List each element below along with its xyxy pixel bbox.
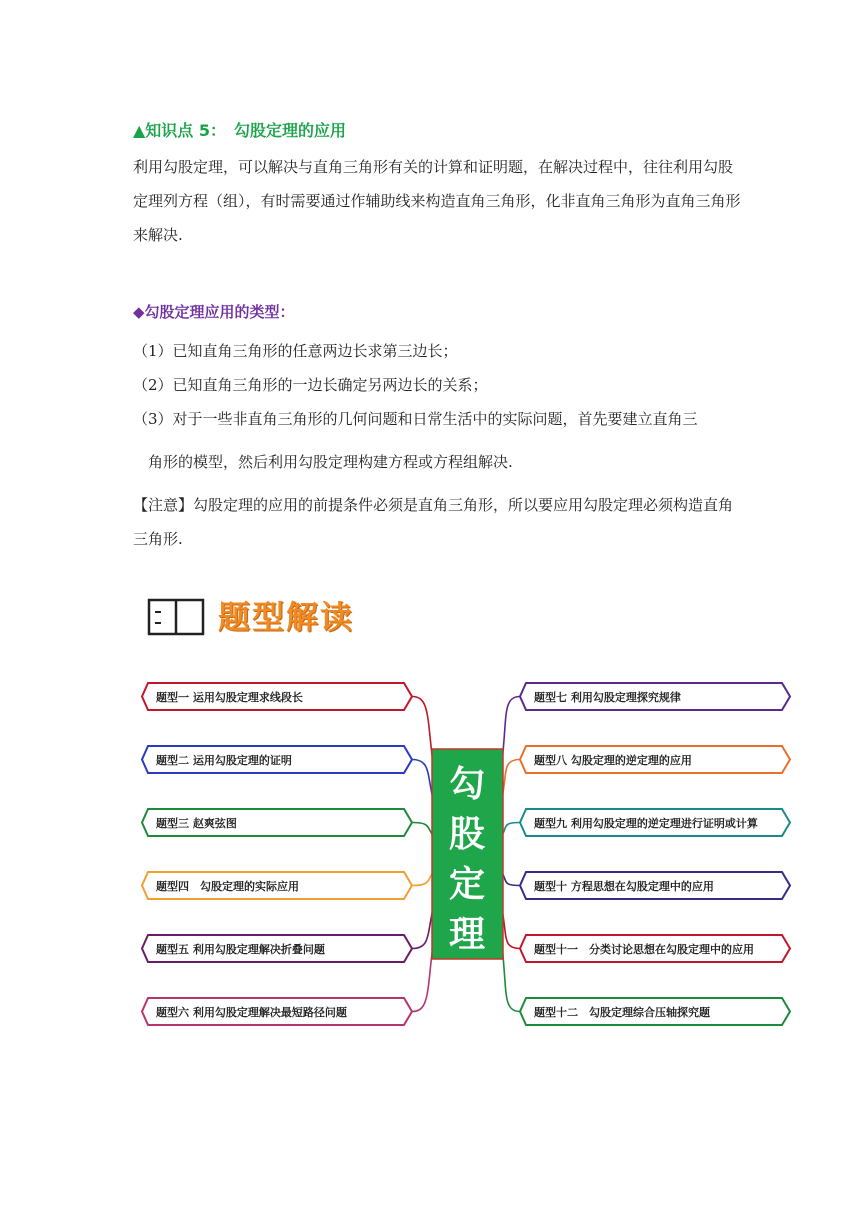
left-topic-3	[142, 809, 412, 836]
center-char-3: 定	[448, 864, 486, 905]
right-topic-1	[520, 683, 790, 710]
topic-label: 题型七 利用勾股定理探究规律	[534, 691, 681, 704]
left-topic-5	[142, 935, 412, 962]
type-item-3-cont: 角形的模型，然后利用勾股定理构建方程或方程组解决.	[148, 453, 513, 471]
topic-label: 题型五 利用勾股定理解决折叠问题	[156, 943, 325, 956]
left-topic-4	[142, 872, 412, 899]
left-topic-2	[142, 746, 412, 773]
types-heading: ◆勾股定理应用的类型：	[133, 303, 295, 321]
topic-label: 题型八 勾股定理的逆定理的应用	[534, 754, 692, 767]
topic-label: 题型十 方程思想在勾股定理中的应用	[534, 880, 714, 893]
topic-label: 题型一 运用勾股定理求线段长	[156, 691, 303, 704]
right-topic-6	[520, 998, 790, 1025]
section-heading: ▲知识点 5： 勾股定理的应用	[133, 121, 347, 140]
left-topic-1	[142, 683, 412, 710]
note-paragraph: 【注意】勾股定理的应用的前提条件必须是直角三角形，所以要应用勾股定理必须构造直角三角形.	[133, 496, 734, 548]
left-topic-6	[142, 998, 412, 1025]
topic-label: 题型九 利用勾股定理的逆定理进行证明或计算	[534, 817, 758, 830]
type-item-1: （1）已知直角三角形的任意两边长求第三边长；	[133, 342, 458, 360]
right-topic-5	[520, 935, 790, 962]
right-topic-4	[520, 872, 790, 899]
topic-label: 题型二 运用勾股定理的证明	[156, 754, 292, 767]
topic-label: 题型十二 勾股定理综合压轴探究题	[534, 1006, 710, 1019]
topic-label: 题型四 勾股定理的实际应用	[156, 880, 299, 893]
type-item-2: （2）已知直角三角形的一边长确定另两边长的关系；	[133, 376, 488, 394]
section-paragraph: 利用勾股定理，可以解决与直角三角形有关的计算和证明题，在解决过程中，往往利用勾股定理列方程（组），有时需要通过作辅助线来构造直角三角形，化非直角三角形为直角三角形来解决.	[133, 158, 741, 244]
topic-label: 题型三 赵爽弦图	[156, 817, 237, 830]
mindmap-center	[432, 749, 503, 959]
banner-title: 题型解读	[218, 598, 355, 636]
center-char-4: 理	[448, 914, 486, 955]
right-topic-3	[520, 809, 790, 836]
center-char-2: 股	[448, 814, 486, 855]
topic-label: 题型六 利用勾股定理解决最短路径问题	[156, 1006, 347, 1019]
type-item-3: （3）对于一些非直角三角形的几何问题和日常生活中的实际问题，首先要建立直角三	[133, 410, 698, 428]
topic-label: 题型十一 分类讨论思想在勾股定理中的应用	[534, 943, 754, 956]
center-char-1: 勾	[448, 764, 486, 805]
right-topic-2	[520, 746, 790, 773]
